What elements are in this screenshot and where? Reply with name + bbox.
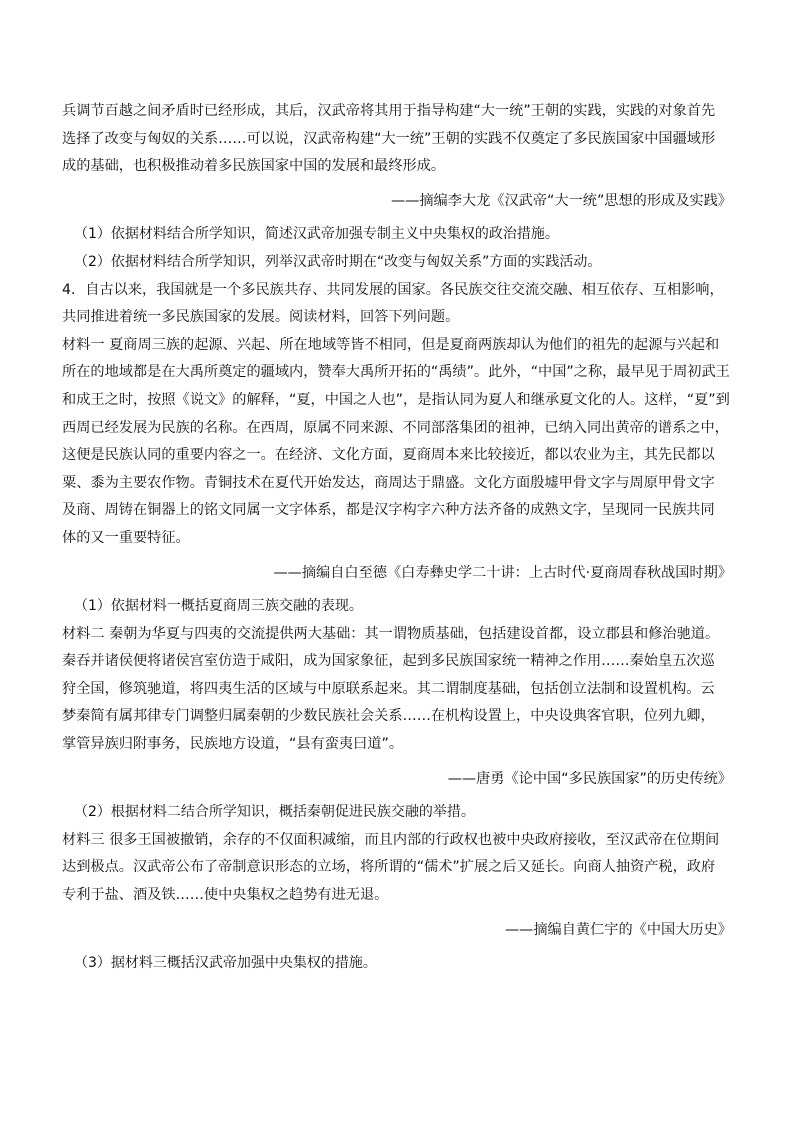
question-4-1: （1）依据材料一概括夏商周三族交融的表现。 [74, 598, 363, 615]
text-line: 材料二 秦朝为华夏与四夷的交流提供两大基础：其一谓物质基础，包括建设首都，设立郡县和修治驰道。 [62, 625, 720, 642]
text-line: 兵调节百越之间矛盾时已经形成，其后，汉武帝将其用于指导构建“大一统”王朝的实践，实践的对象首先 [62, 103, 716, 119]
text-line: 达到极点。汉武帝公布了帝制意识形态的立场，将所谓的“儒术”扩展之后又延长。向商人抽资产税，政府 [62, 859, 716, 876]
source-citation: ——摘编自黄仁宇的《中国大历史》 [504, 921, 732, 938]
text-line: 所在的地域都是在大禹所奠定的疆域内，赞奉大禹所开拓的“禹绩”。此外，“中国”之称，最早见于周初武王 [62, 364, 730, 381]
text-line: 粟、黍为主要农作物。青铜技术在夏代开始发达，商周达于鼎盛。文化方面殷墟甲骨文字与周原甲骨文字 [62, 474, 715, 491]
text-line: 西周已经发展为民族的名称。在西周，原属不同来源、不同部落集团的祖神，已纳入同出黄帝的谱系之中， [62, 419, 729, 436]
text-line: 梦秦简有属邦律专门调整归属秦朝的少数民族社会关系……在机构设置上，中央设典客官职，位列九卿， [62, 708, 715, 725]
text-line: 选择了改变与匈奴的关系……可以说，汉武帝构建“大一统”王朝的实践不仅奠定了多民族国家中国疆域形 [62, 130, 716, 147]
text-line: 成的基础，也积极推动着多民族国家中国的发展和最终形成。 [62, 158, 446, 175]
text-line: 共同推进着统一多民族国家的发展。阅读材料，回答下列问题。 [62, 309, 460, 326]
question-3-1: （1）依据材料结合所学知识，简述汉武帝加强专制主义中央集权的政治措施。 [74, 226, 559, 243]
material-two [62, 621, 732, 759]
text-line: 体的又一重要特征。 [62, 529, 190, 546]
text-line: 狩全国，修筑驰道，将四夷生活的区域与中原联系起来。其二谓制度基础，包括创立法制和设置机构。云 [62, 680, 715, 697]
text-line: 及商、周铸在铜器上的铭文同属一文字体系，都是汉字构字六种方法齐备的成熟文字，呈现同一民族共同 [62, 502, 715, 519]
material-one [62, 332, 732, 553]
document-body [62, 98, 732, 978]
question-4-2: （2）根据材料二结合所学知识，概括秦朝促进民族交融的举措。 [74, 804, 475, 821]
question-3-2: （2）依据材料结合所学知识，列举汉武帝时期在“改变与匈奴关系”方面的实践活动。 [74, 253, 602, 270]
text-line: 这便是民族认同的重要内容之一。在经济、文化方面，夏商周本来比较接近，都以农业为主，其先民都以 [62, 447, 715, 464]
material-three [62, 827, 732, 910]
text-line: 专利于盐、酒及铁……使中央集权之趋势有进无退。 [62, 887, 389, 904]
text-line: 材料三 很多王国被撤销，余存的不仅面积减缩，而且内部的行政权也被中央政府接收，至汉武帝在位期间 [62, 831, 720, 848]
text-line: 和成王之时，按照《说文》的解释，“夏，中国之人也”，是指认同为夏人和继承夏文化的人。这样，“夏”到 [62, 391, 730, 408]
text-line: 4．自古以来，我国就是一个多民族共存、共同发展的国家。各民族交往交流交融、相互依存、互相影响， [62, 281, 724, 298]
intro-paragraph [62, 98, 732, 181]
source-citation: ——摘编自白至德《白寿彝史学二十讲：上古时代·夏商周春秋战国时期》 [273, 564, 732, 581]
text-line: 掌管异族归附事务，民族地方设道，“县有蛮夷曰道”。 [62, 736, 404, 753]
source-citation: ——摘编李大龙《汉武帝“大一统”思想的形成及实践》 [390, 192, 732, 209]
text-line: 秦吞并诸侯便将诸侯宫室仿造于咸阳，成为国家象征，起到多民族国家统一精神之作用……秦始皇五次巡 [62, 653, 715, 670]
source-citation: ——唐勇《论中国“多民族国家”的历史传统》 [447, 770, 732, 787]
question-4-3: （3）据材料三概括汉武帝加强中央集权的措施。 [74, 955, 377, 972]
text-line: 材料一 夏商周三族的起源、兴起、所在地域等皆不相同，但是夏商两族却认为他们的祖先的起源与兴起和 [62, 336, 720, 353]
question-4-stem [62, 277, 732, 332]
